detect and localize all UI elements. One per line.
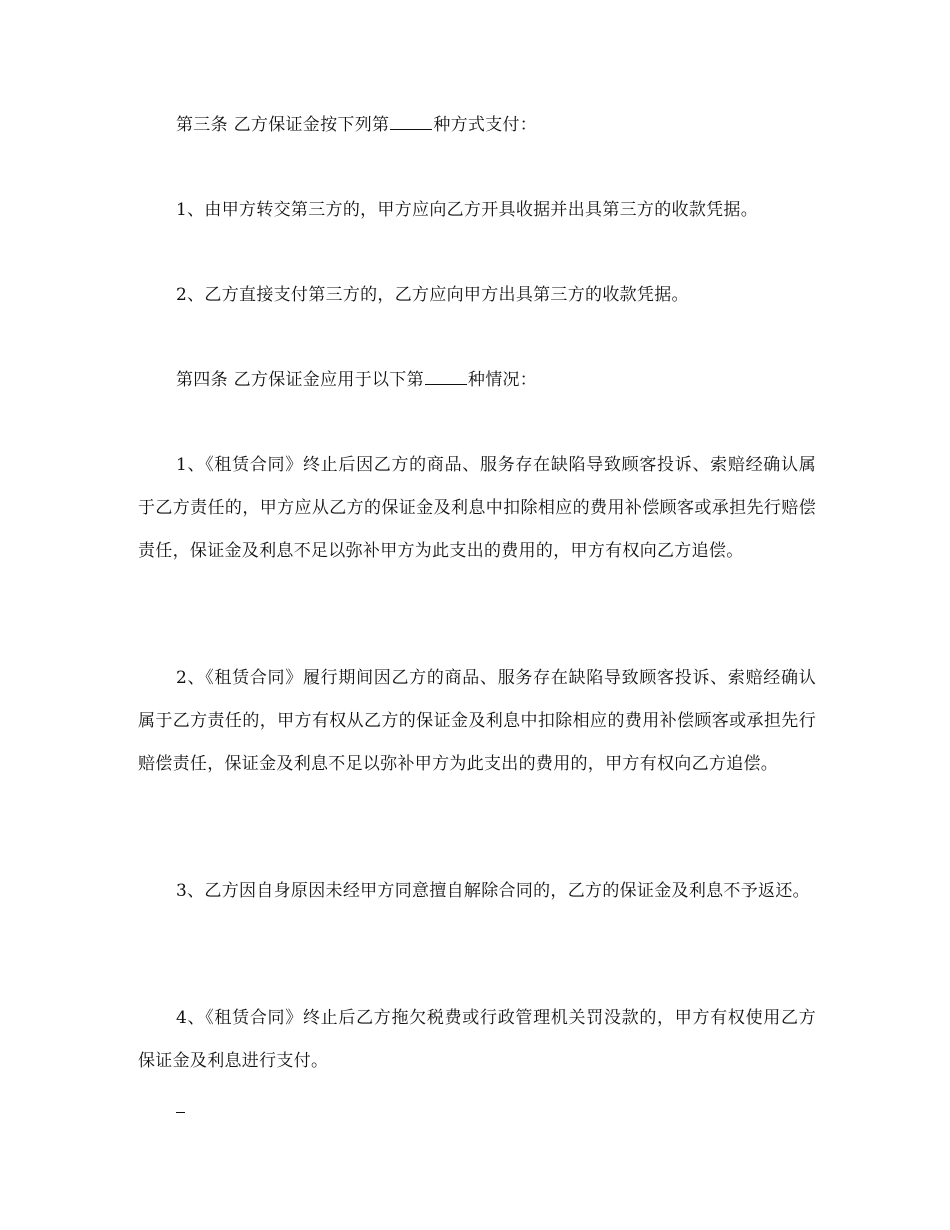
article-3-heading-text: 第三条 乙方保证金按下列第 [176,115,390,135]
text-cursor-mark [176,1112,185,1113]
article-3-heading [138,104,816,147]
article-3-blank-line [390,115,432,130]
article-4-item-3: 3、乙方因自身原因未经甲方同意擅自解除合同的，乙方的保证金及利息不予返还。 [176,881,810,901]
article-4-blank-line [425,370,467,385]
article-4-heading [138,359,816,402]
article-3-item-2: 2、乙方直接支付第三方的，乙方应向甲方出具第三方的收款凭据。 [176,285,689,305]
article-3-item-1: 1、由甲方转交第三方的，甲方应向乙方开具收据并出具第三方的收款凭据。 [176,200,759,220]
article-4-heading-text: 第四条 乙方保证金应用于以下第 [176,370,424,390]
article-4-item-1: 1、《租赁合同》终止后因乙方的商品、服务存在缺陷导致顾客投诉、索赔经确认属于乙方责任的，甲方应从乙方的保证金及利息中扣除相应的费用补偿顾客或承担先行赔偿责任，保证金及利息不足以弥补甲方为此支出的费用的，甲方有权向乙方追偿。 [138,455,816,561]
article-4-heading-suffix: 种情况： [467,370,538,390]
article-4-item-4: 4、《租赁合同》终止后乙方拖欠税费或行政管理机关罚没款的，甲方有权使用乙方保证金及利息进行支付。 [138,1008,816,1071]
article-3-heading-suffix: 种方式支付： [433,115,538,135]
article-4-item-2: 2、《租赁合同》履行期间因乙方的商品、服务存在缺陷导致顾客投诉、索赔经确认属于乙方责任的，甲方有权从乙方的保证金及利息中扣除相应的费用补偿顾客或承担先行赔偿责任，保证金及利息不足以弥补甲方为此支出的费用的，甲方有权向乙方追偿。 [138,668,816,774]
